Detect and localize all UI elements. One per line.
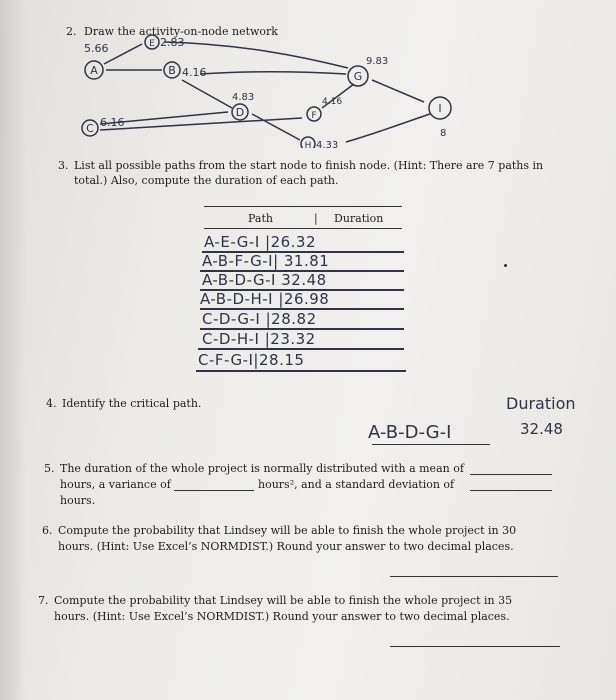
duration-g: 9.83 — [366, 56, 389, 67]
duration-b: 4.16 — [182, 66, 207, 79]
path-row-5: C-D-G-I |28.82 — [202, 310, 317, 328]
table-header-duration: Duration — [334, 212, 384, 225]
q2-number: 2. — [66, 25, 77, 38]
q4-number: 4. — [46, 397, 57, 410]
row-underline — [198, 348, 404, 350]
table-header-separator: | — [314, 212, 318, 225]
node-f: F — [311, 111, 317, 121]
edge-e-g — [164, 42, 348, 68]
q7-line2: hours. (Hint: Use Excel’s NORMDIST.) Round your answer to two decimal places. — [54, 610, 510, 623]
path-row-7: C-F-G-I|28.15 — [198, 351, 305, 369]
table-top-rule — [204, 206, 402, 207]
q7-number: 7. — [38, 594, 49, 607]
node-a: A — [90, 64, 98, 77]
path-row-4: A-B-D-H-I |26.98 — [200, 290, 330, 308]
path-row-2: A-B-F-G-I| 31.81 — [202, 252, 330, 270]
node-g: G — [353, 70, 363, 83]
page-shadow — [0, 0, 26, 700]
mean-answer-line[interactable] — [470, 474, 552, 475]
critical-path-answer-line — [372, 444, 490, 445]
edge-a-e — [104, 44, 142, 64]
q6-answer-line[interactable] — [390, 576, 558, 577]
path-row-6: C-D-H-I |23.32 — [202, 330, 316, 348]
pen-dot — [504, 264, 507, 267]
edge-h-i — [346, 114, 430, 142]
edge-b-g — [200, 72, 346, 74]
q5-line2b: hours², and a standard deviation of — [258, 478, 455, 491]
path-row-1: A-E-G-I |26.32 — [204, 233, 317, 251]
q4-text: Identify the critical path. — [62, 397, 202, 410]
q5-line3: hours. — [60, 494, 96, 507]
node-b: B — [168, 64, 176, 77]
edge-b-d — [182, 80, 232, 108]
q5-line2a: hours, a variance of — [60, 478, 171, 491]
q5-number: 5. — [44, 462, 55, 475]
q3-number: 3. — [58, 159, 69, 172]
variance-answer-line[interactable] — [174, 490, 254, 491]
duration-e: 2.83 — [160, 36, 185, 49]
duration-a: 5.66 — [84, 42, 109, 55]
node-e: E — [149, 39, 155, 49]
edge-g-i — [372, 80, 424, 102]
duration-f: 4.16 — [322, 97, 343, 107]
duration-label-handwritten: Duration — [506, 394, 576, 413]
duration-i: 8 — [440, 128, 447, 139]
q3-line2: total.) Also, compute the duration of each path. — [74, 174, 339, 187]
row-underline — [196, 370, 406, 372]
activity-network-diagram — [60, 28, 480, 148]
table-header-rule — [204, 228, 402, 229]
path-row-3: A-B-D-G-I 32.48 — [202, 271, 327, 289]
q3-line1: List all possible paths from the start node to finish node. (Hint: There are 7 paths in — [74, 159, 544, 172]
duration-h: 4.33 — [316, 140, 339, 148]
table-header-path: Path — [248, 212, 273, 225]
duration-c: 6.16 — [100, 116, 125, 129]
q5-line1: The duration of the whole project is normally distributed with a mean of — [60, 462, 464, 475]
critical-path-duration: 32.48 — [520, 420, 563, 438]
q7-answer-line[interactable] — [390, 646, 560, 647]
critical-path-answer: A-B-D-G-I — [368, 422, 452, 443]
node-h: H — [304, 141, 312, 148]
q7-line1: Compute the probability that Lindsey will be able to finish the whole project in 35 — [54, 594, 513, 607]
q2-text: Draw the activity-on-node network — [84, 25, 278, 38]
node-i: I — [438, 102, 442, 115]
q6-number: 6. — [42, 524, 53, 537]
q6-line2: hours. (Hint: Use Excel’s NORMDIST.) Round your answer to two decimal places. — [58, 540, 514, 553]
stddev-answer-line[interactable] — [470, 490, 552, 491]
duration-d: 4.83 — [232, 92, 255, 103]
node-d: D — [235, 106, 245, 119]
q6-line1: Compute the probability that Lindsey will be able to finish the whole project in 30 — [58, 524, 517, 537]
node-c: C — [86, 122, 94, 135]
